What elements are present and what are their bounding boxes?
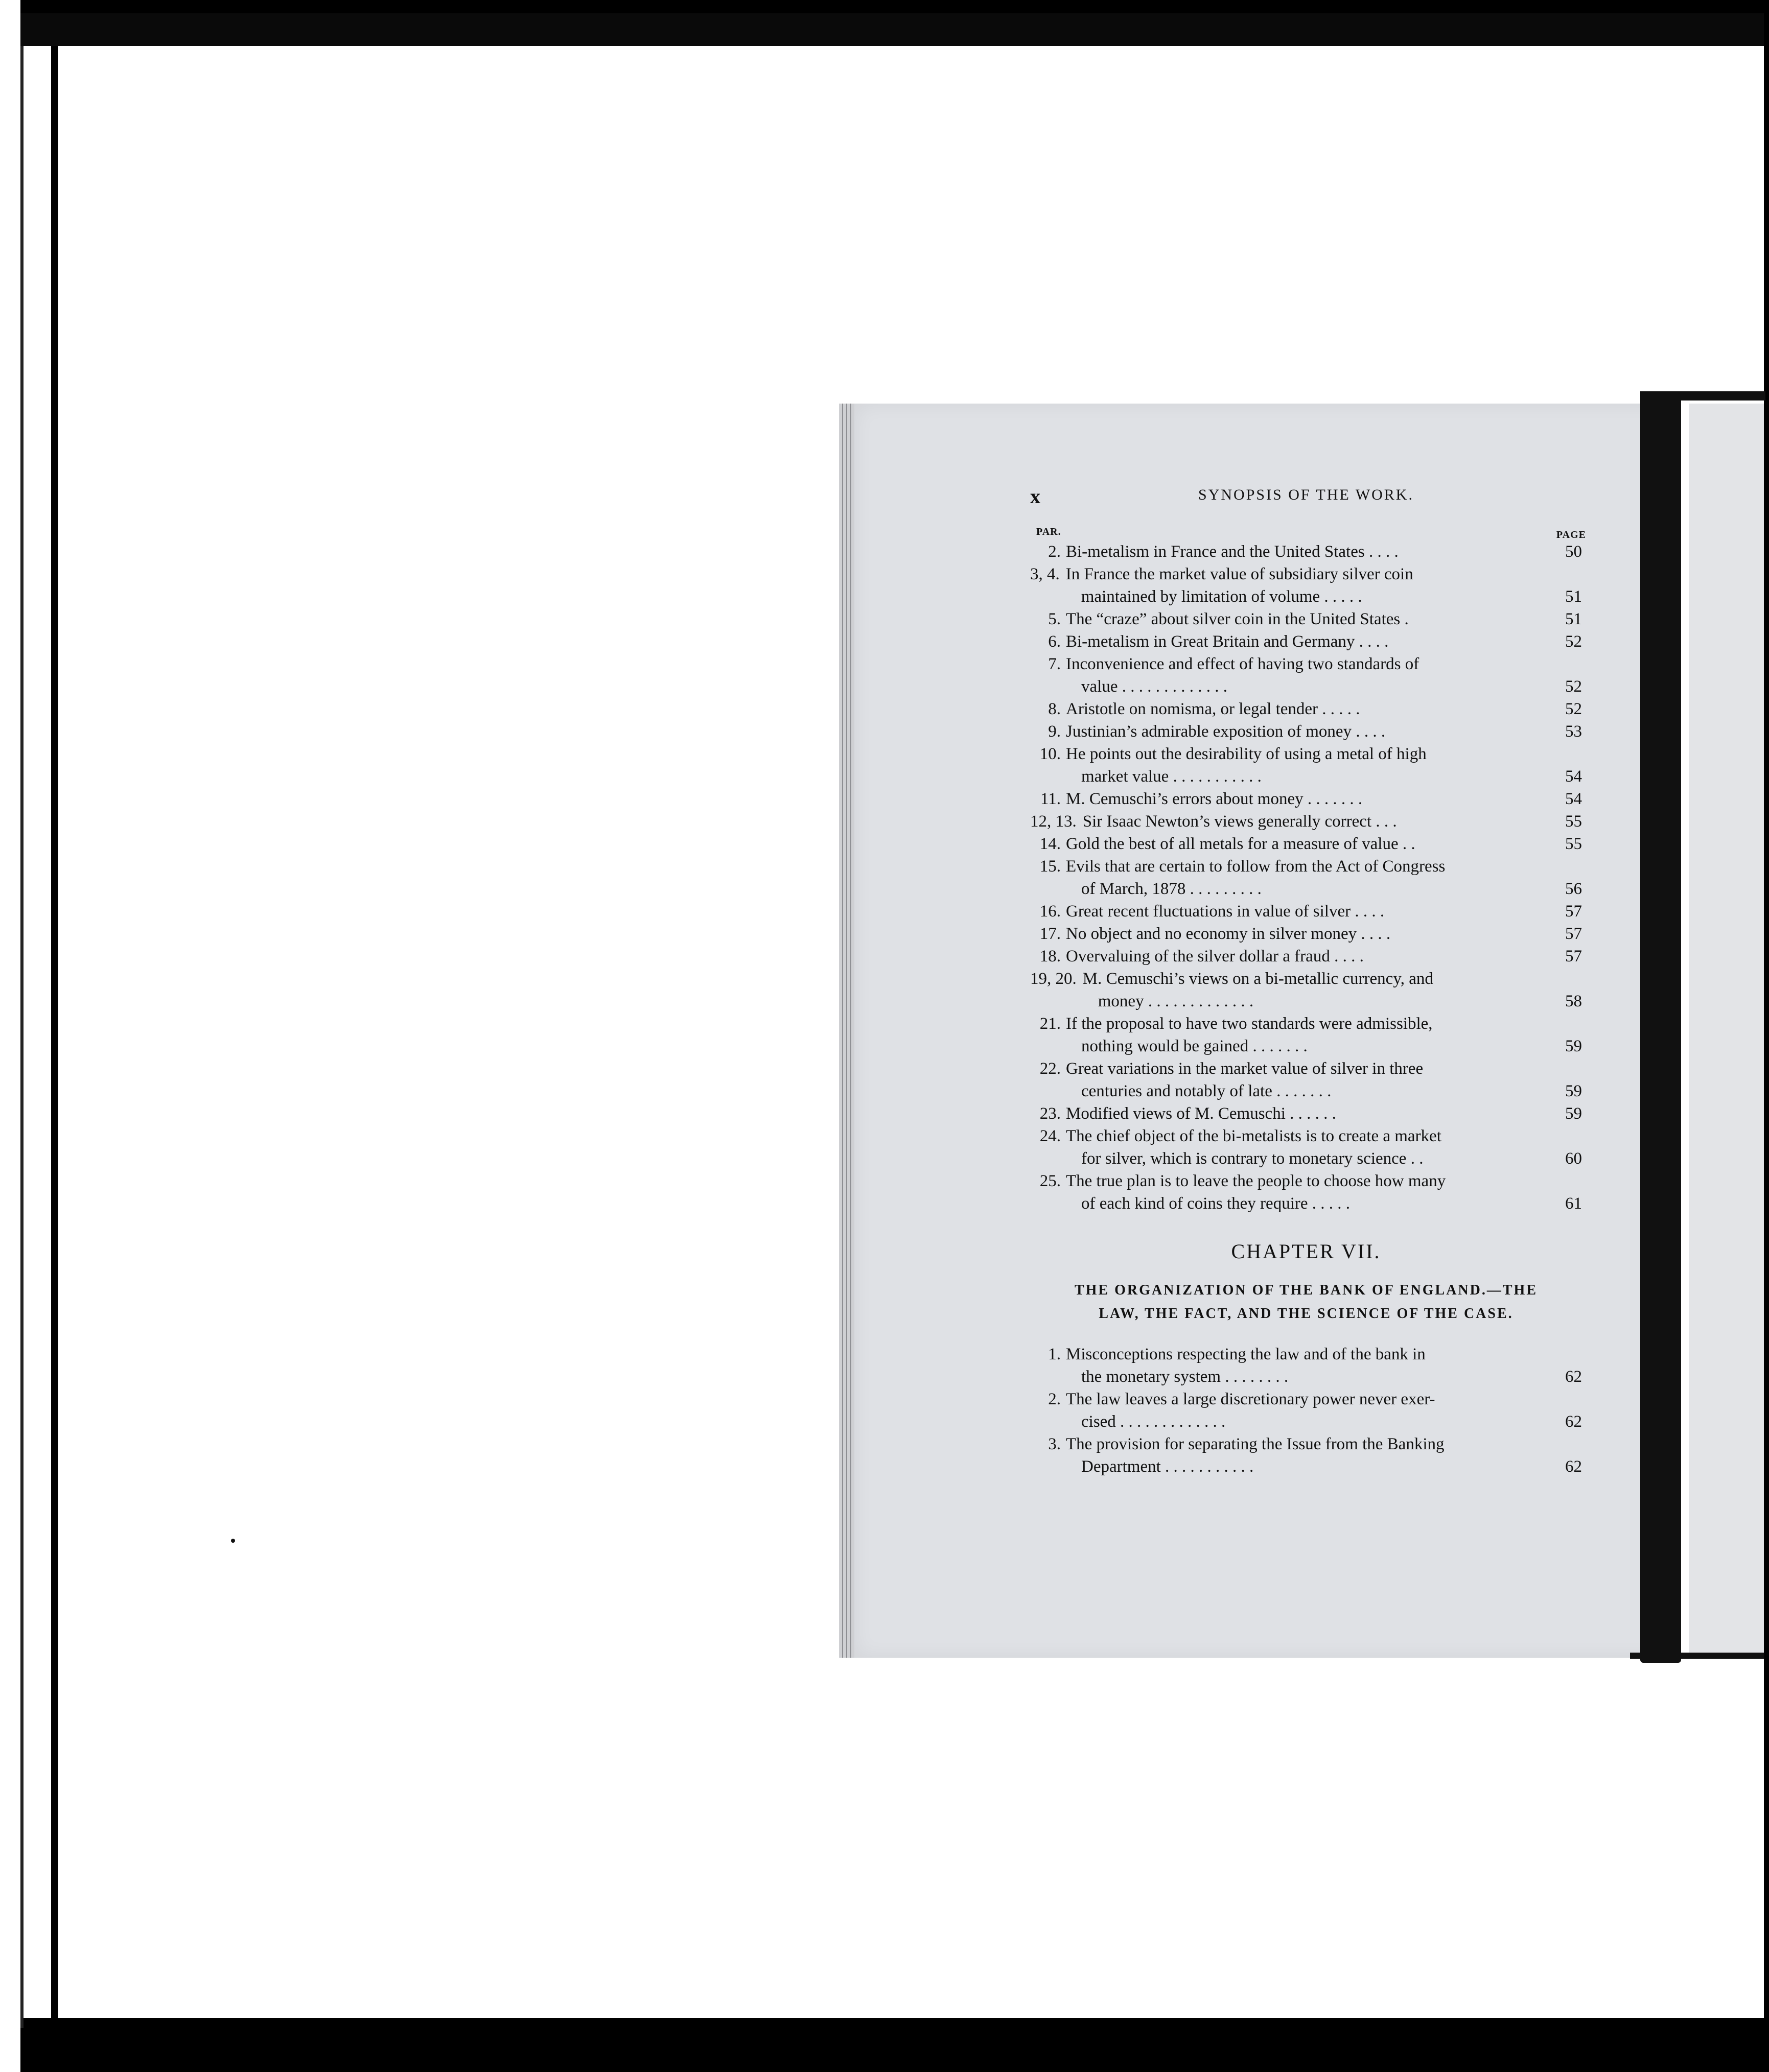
- synopsis-entry: [1030, 653, 1582, 698]
- paragraph-number: 1.: [1048, 1345, 1061, 1363]
- paragraph-number: 16.: [1039, 902, 1061, 921]
- synopsis-entry: [1030, 833, 1582, 855]
- paragraph-number: 7.: [1048, 655, 1061, 673]
- entry-line: Bi-metalism in Great Britain and Germany . . . .: [1066, 632, 1389, 651]
- entry-line: M. Cemuschi’s views on a bi-metallic currency, and: [1082, 970, 1433, 988]
- page-content: [1030, 484, 1586, 1478]
- synopsis-entry: [1030, 900, 1582, 923]
- entry-text: [1066, 855, 1541, 900]
- entry-text: [1066, 630, 1541, 653]
- entry-line: Misconceptions respecting the law and of the bank in: [1066, 1345, 1426, 1363]
- entry-line: value . . . . . . . . . . . . .: [1081, 677, 1227, 696]
- page-number: 54: [1565, 767, 1582, 786]
- entry-line: of March, 1878 . . . . . . . . .: [1081, 880, 1262, 898]
- entry-text: [1066, 1388, 1541, 1433]
- paragraph-number: 12, 13.: [1030, 812, 1077, 831]
- entry-text: [1066, 698, 1541, 720]
- entry-line: The true plan is to leave the people to choose how many: [1066, 1172, 1446, 1190]
- entry-line: The “craze” about silver coin in the United States .: [1066, 610, 1409, 628]
- synopsis-entry: [1030, 1013, 1582, 1057]
- synopsis-entry: [1030, 630, 1582, 653]
- film-border-left-thin: [20, 46, 24, 2028]
- film-border-left: [51, 46, 58, 2028]
- page-folio: x: [1030, 485, 1040, 508]
- paragraph-number: 18.: [1039, 947, 1061, 966]
- entry-text: [1066, 563, 1541, 608]
- entry-line: maintained by limitation of volume . . . . .: [1081, 587, 1362, 606]
- synopsis-entry: [1030, 1057, 1582, 1102]
- synopsis-entry: [1030, 1125, 1582, 1170]
- entry-line: Justinian’s admirable exposition of money . . . .: [1066, 722, 1386, 741]
- entry-line: Bi-metalism in France and the United States . . . .: [1066, 543, 1399, 561]
- book-spine-shadow: [1640, 393, 1681, 1663]
- page-number: 51: [1565, 610, 1582, 628]
- film-border-bottom: [0, 2018, 1769, 2072]
- paragraph-number: 21.: [1039, 1015, 1061, 1033]
- synopsis-entry: [1030, 1343, 1582, 1388]
- entry-text: [1066, 1013, 1541, 1057]
- page-number: 59: [1565, 1104, 1582, 1123]
- entry-line: The chief object of the bi-metalists is to create a market: [1066, 1127, 1441, 1145]
- film-margin-left: [0, 0, 20, 2072]
- entry-line: for silver, which is contrary to monetary science . .: [1081, 1149, 1424, 1168]
- entry-text: [1066, 1057, 1541, 1102]
- entry-line: No object and no economy in silver money . . . .: [1066, 925, 1391, 943]
- page-number: 58: [1565, 992, 1582, 1010]
- page-number: 53: [1565, 722, 1582, 741]
- page-number: 62: [1565, 1412, 1582, 1431]
- entry-text: [1066, 1125, 1541, 1170]
- chapter-subtitle-line: THE ORGANIZATION OF THE BANK OF ENGLAND.—THE: [1075, 1282, 1538, 1298]
- entry-text: [1066, 720, 1541, 743]
- page-number: 55: [1565, 812, 1582, 831]
- column-heads: [1030, 521, 1586, 540]
- page-number: 52: [1565, 700, 1582, 718]
- paragraph-number: 6.: [1048, 632, 1061, 651]
- entry-line: Great recent fluctuations in value of silver . . . .: [1066, 902, 1385, 921]
- entry-line: the monetary system . . . . . . . .: [1081, 1368, 1289, 1386]
- film-border-right: [1764, 0, 1769, 2072]
- par-column-head: PAR.: [1036, 526, 1061, 537]
- page-number: 59: [1565, 1037, 1582, 1055]
- facing-page: [1689, 404, 1764, 1658]
- synopsis-entry: [1030, 1388, 1582, 1433]
- entry-text: [1066, 900, 1541, 923]
- entry-text: [1066, 540, 1541, 563]
- page-number: 61: [1565, 1194, 1582, 1213]
- paragraph-number: 2.: [1048, 543, 1061, 561]
- synopsis-entry: [1030, 540, 1582, 563]
- synopsis-entry: [1030, 743, 1582, 788]
- film-speck: [231, 1539, 235, 1543]
- book-cover-edge-bottom: [1630, 1653, 1764, 1659]
- entry-text: [1066, 1170, 1541, 1215]
- page-number: 62: [1565, 1368, 1582, 1386]
- entry-text: [1066, 923, 1541, 945]
- entry-text: [1066, 608, 1541, 630]
- synopsis-entry: [1030, 720, 1582, 743]
- entry-line: He points out the desirability of using a metal of high: [1066, 745, 1427, 763]
- entry-text: [1066, 788, 1541, 810]
- entry-text: [1083, 810, 1541, 833]
- page-column-head: PAGE: [1556, 529, 1586, 540]
- synopsis-entry: [1030, 945, 1582, 968]
- paragraph-number: 11.: [1040, 790, 1061, 808]
- paragraph-number: 24.: [1039, 1127, 1061, 1145]
- paragraph-number: 25.: [1039, 1172, 1061, 1190]
- entry-text: [1066, 1102, 1541, 1125]
- entry-line: Evils that are certain to follow from the Act of Congress: [1066, 857, 1446, 876]
- page-number: 52: [1565, 632, 1582, 651]
- entry-text: [1066, 833, 1541, 855]
- synopsis-entry: [1030, 968, 1582, 1013]
- entry-line: Gold the best of all metals for a measure of value . .: [1066, 835, 1415, 853]
- page-number: 59: [1565, 1082, 1582, 1100]
- synopsis-entry: [1030, 923, 1582, 945]
- entry-line: The law leaves a large discretionary power never exer-: [1066, 1390, 1435, 1408]
- synopsis-entries: [1030, 540, 1582, 1215]
- chapter-subtitle-line: LAW, THE FACT, AND THE SCIENCE OF THE CASE.: [1099, 1306, 1514, 1322]
- entry-line: Overvaluing of the silver dollar a fraud . . . .: [1066, 947, 1364, 966]
- synopsis-entry: [1030, 1170, 1582, 1215]
- running-head: [1030, 484, 1582, 510]
- entry-line: In France the market value of subsidiary silver coin: [1065, 565, 1413, 583]
- synopsis-entry: [1030, 810, 1582, 833]
- entry-line: If the proposal to have two standards were admissible,: [1066, 1015, 1433, 1033]
- page-number: 55: [1565, 835, 1582, 853]
- entry-line: M. Cemuschi’s errors about money . . . . . . .: [1066, 790, 1363, 808]
- entry-line: The provision for separating the Issue from the Banking: [1066, 1435, 1445, 1453]
- entry-line: cised . . . . . . . . . . . . .: [1081, 1412, 1226, 1431]
- entry-line: nothing would be gained . . . . . . .: [1081, 1037, 1308, 1055]
- entry-text: [1066, 653, 1541, 698]
- entry-text: [1066, 945, 1541, 968]
- page-number: 51: [1565, 587, 1582, 606]
- paragraph-number: 3, 4.: [1030, 565, 1060, 583]
- chapter-entries: [1030, 1343, 1582, 1478]
- synopsis-entry: [1030, 788, 1582, 810]
- paragraph-number: 17.: [1039, 925, 1061, 943]
- entry-line: market value . . . . . . . . . . .: [1081, 767, 1262, 786]
- paragraph-number: 14.: [1039, 835, 1061, 853]
- synopsis-entry: [1030, 1433, 1582, 1478]
- synopsis-entry: [1030, 855, 1582, 900]
- entry-text: [1066, 1343, 1541, 1388]
- entry-line: Aristotle on nomisma, or legal tender . . . . .: [1066, 700, 1360, 718]
- chapter-subtitle: [1030, 1279, 1582, 1326]
- paragraph-number: 5.: [1048, 610, 1061, 628]
- entry-line: Inconvenience and effect of having two standards of: [1066, 655, 1419, 673]
- paragraph-number: 8.: [1048, 700, 1061, 718]
- entry-text: [1066, 1433, 1541, 1478]
- page-number: 57: [1565, 902, 1582, 921]
- synopsis-entry: [1030, 1102, 1582, 1125]
- entry-line: Sir Isaac Newton’s views generally correct . . .: [1082, 812, 1397, 831]
- page-number: 52: [1565, 677, 1582, 696]
- chapter-heading: CHAPTER VII.: [1231, 1240, 1381, 1263]
- synopsis-entry: [1030, 608, 1582, 630]
- paragraph-number: 2.: [1048, 1390, 1061, 1408]
- paragraph-number: 3.: [1048, 1435, 1061, 1453]
- entry-line: money . . . . . . . . . . . . .: [1098, 992, 1254, 1010]
- entry-line: Department . . . . . . . . . . .: [1081, 1457, 1254, 1476]
- running-title: SYNOPSIS OF THE WORK.: [1198, 486, 1414, 503]
- paragraph-number: 23.: [1039, 1104, 1061, 1123]
- page-number: 57: [1565, 925, 1582, 943]
- page-number: 54: [1565, 790, 1582, 808]
- page-number: 57: [1565, 947, 1582, 966]
- entry-text: [1066, 743, 1541, 788]
- page-number: 56: [1565, 880, 1582, 898]
- page-number: 62: [1565, 1457, 1582, 1476]
- entry-line: centuries and notably of late . . . . . . .: [1081, 1082, 1332, 1100]
- entry-line: of each kind of coins they require . . . . .: [1081, 1194, 1351, 1213]
- page-number: 50: [1565, 543, 1582, 561]
- entry-line: Great variations in the market value of silver in three: [1066, 1059, 1424, 1078]
- film-border-top-inner: [0, 13, 1769, 46]
- paragraph-number: 19, 20.: [1030, 970, 1077, 988]
- entry-text: [1083, 968, 1541, 1013]
- page-number: 60: [1565, 1149, 1582, 1168]
- synopsis-entry: [1030, 698, 1582, 720]
- entry-line: Modified views of M. Cemuschi . . . . . .: [1066, 1104, 1336, 1123]
- paragraph-number: 9.: [1048, 722, 1061, 741]
- film-border-top: [0, 0, 1769, 13]
- paragraph-number: 10.: [1039, 745, 1061, 763]
- paragraph-number: 15.: [1039, 857, 1061, 876]
- paragraph-number: 22.: [1039, 1059, 1061, 1078]
- synopsis-entry: [1030, 563, 1582, 608]
